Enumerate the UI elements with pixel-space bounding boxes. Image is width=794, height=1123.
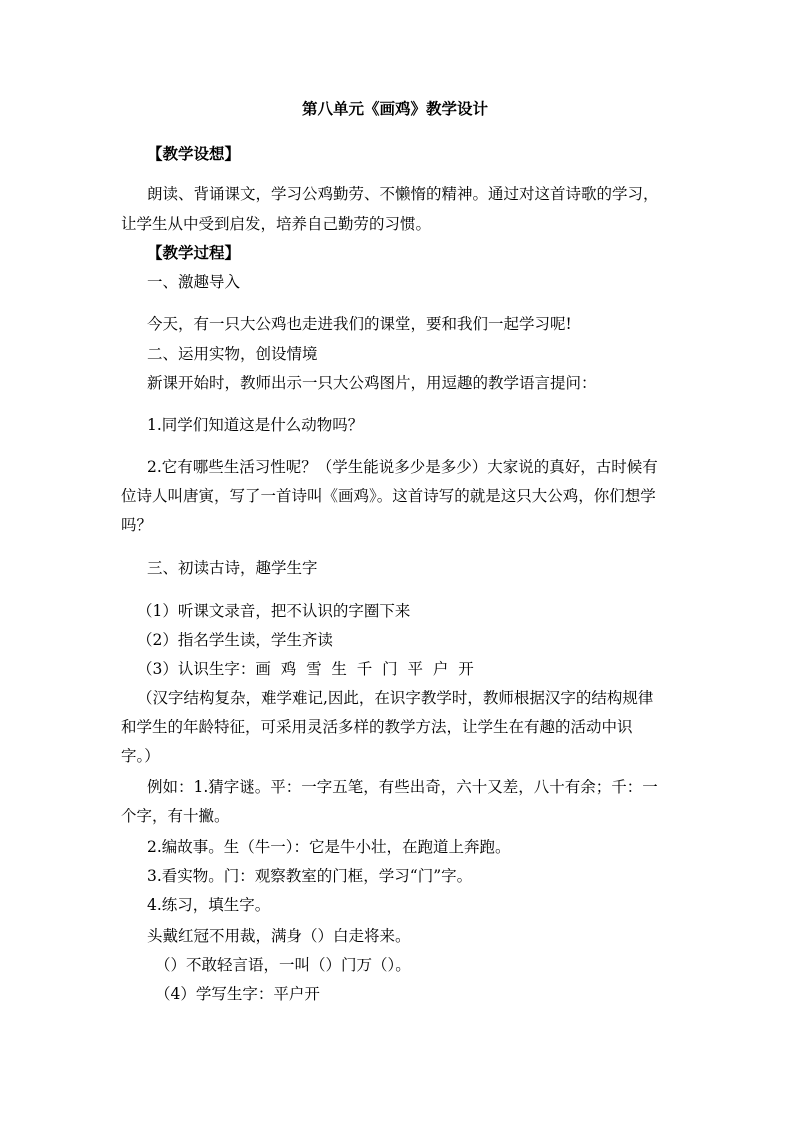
section-3-title: 三、初读古诗，趣学生字 — [147, 559, 318, 577]
heading-teaching-idea: 【教学设想】 — [147, 144, 241, 163]
section-1-text: 今天，有一只大公鸡也走进我们的课堂，要和我们一起学习呢! — [147, 315, 572, 333]
note-line-1: （汉字结构复杂，难学难记,因此，在识字教学时，教师根据汉字的结构规律 — [137, 689, 654, 707]
section-1-title: 一、激趣导入 — [147, 273, 241, 291]
fill-in-line-2: （）不敢轻言语，一叫（）门万（）。 — [155, 956, 411, 974]
example-4: 4.练习，填生字。 — [147, 896, 271, 914]
idea-paragraph-line-1: 朗读、背诵课文，学习公鸡勤劳、不懒惰的精神。通过对这首诗歌的学习， — [147, 185, 659, 203]
step-2: （2）指名学生读，学生齐读 — [137, 631, 333, 649]
section-2-title: 二、运用实物，创设情境 — [147, 345, 318, 363]
note-line-2: 和学生的年龄特征，可采用灵活多样的教学方法，让学生在有趣的活动中识 — [121, 718, 633, 736]
heading-teaching-process: 【教学过程】 — [147, 243, 241, 262]
step-4: （4）学写生字：平户开 — [155, 985, 320, 1003]
question-2-line-1: 2.它有哪些生活习性呢？（学生能说多少是多少）大家说的真好，古时候有 — [147, 458, 658, 476]
example-3: 3.看实物。门：观察教室的门框，学习“门”字。 — [147, 867, 473, 885]
idea-paragraph-line-2: 让学生从中受到启发，培养自己勤劳的习惯。 — [121, 215, 432, 233]
page-title: 第八单元《画鸡》教学设计 — [302, 100, 489, 118]
example-line-2: 个字，有十撇。 — [121, 807, 230, 825]
example-2: 2.编故事。生（牛一）：它是牛小壮，在跑道上奔跑。 — [147, 838, 511, 856]
step-1: （1）听课文录音，把不认识的字圈下来 — [137, 602, 411, 620]
question-1: 1.同学们知道这是什么动物吗？ — [147, 416, 364, 434]
note-line-3: 字。） — [121, 747, 160, 765]
step-3: （3）认识生字：画 鸡 雪 生 千 门 平 户 开 — [137, 660, 474, 678]
fill-in-line-1: 头戴红冠不用裁，满身（）白走将来。 — [147, 927, 411, 945]
question-2-line-3: 吗？ — [121, 516, 153, 534]
example-line-1: 例如：1.猜字谜。平：一字五笔，有些出奇，六十又差，八十有余；千：一 — [147, 778, 658, 796]
section-2-text: 新课开始时，教师出示一只大公鸡图片，用逗趣的教学语言提问： — [147, 374, 597, 392]
question-2-line-2: 位诗人叫唐寅，写了一首诗叫《画鸡》。这首诗写的就是这只大公鸡，你们想学 — [121, 487, 656, 505]
